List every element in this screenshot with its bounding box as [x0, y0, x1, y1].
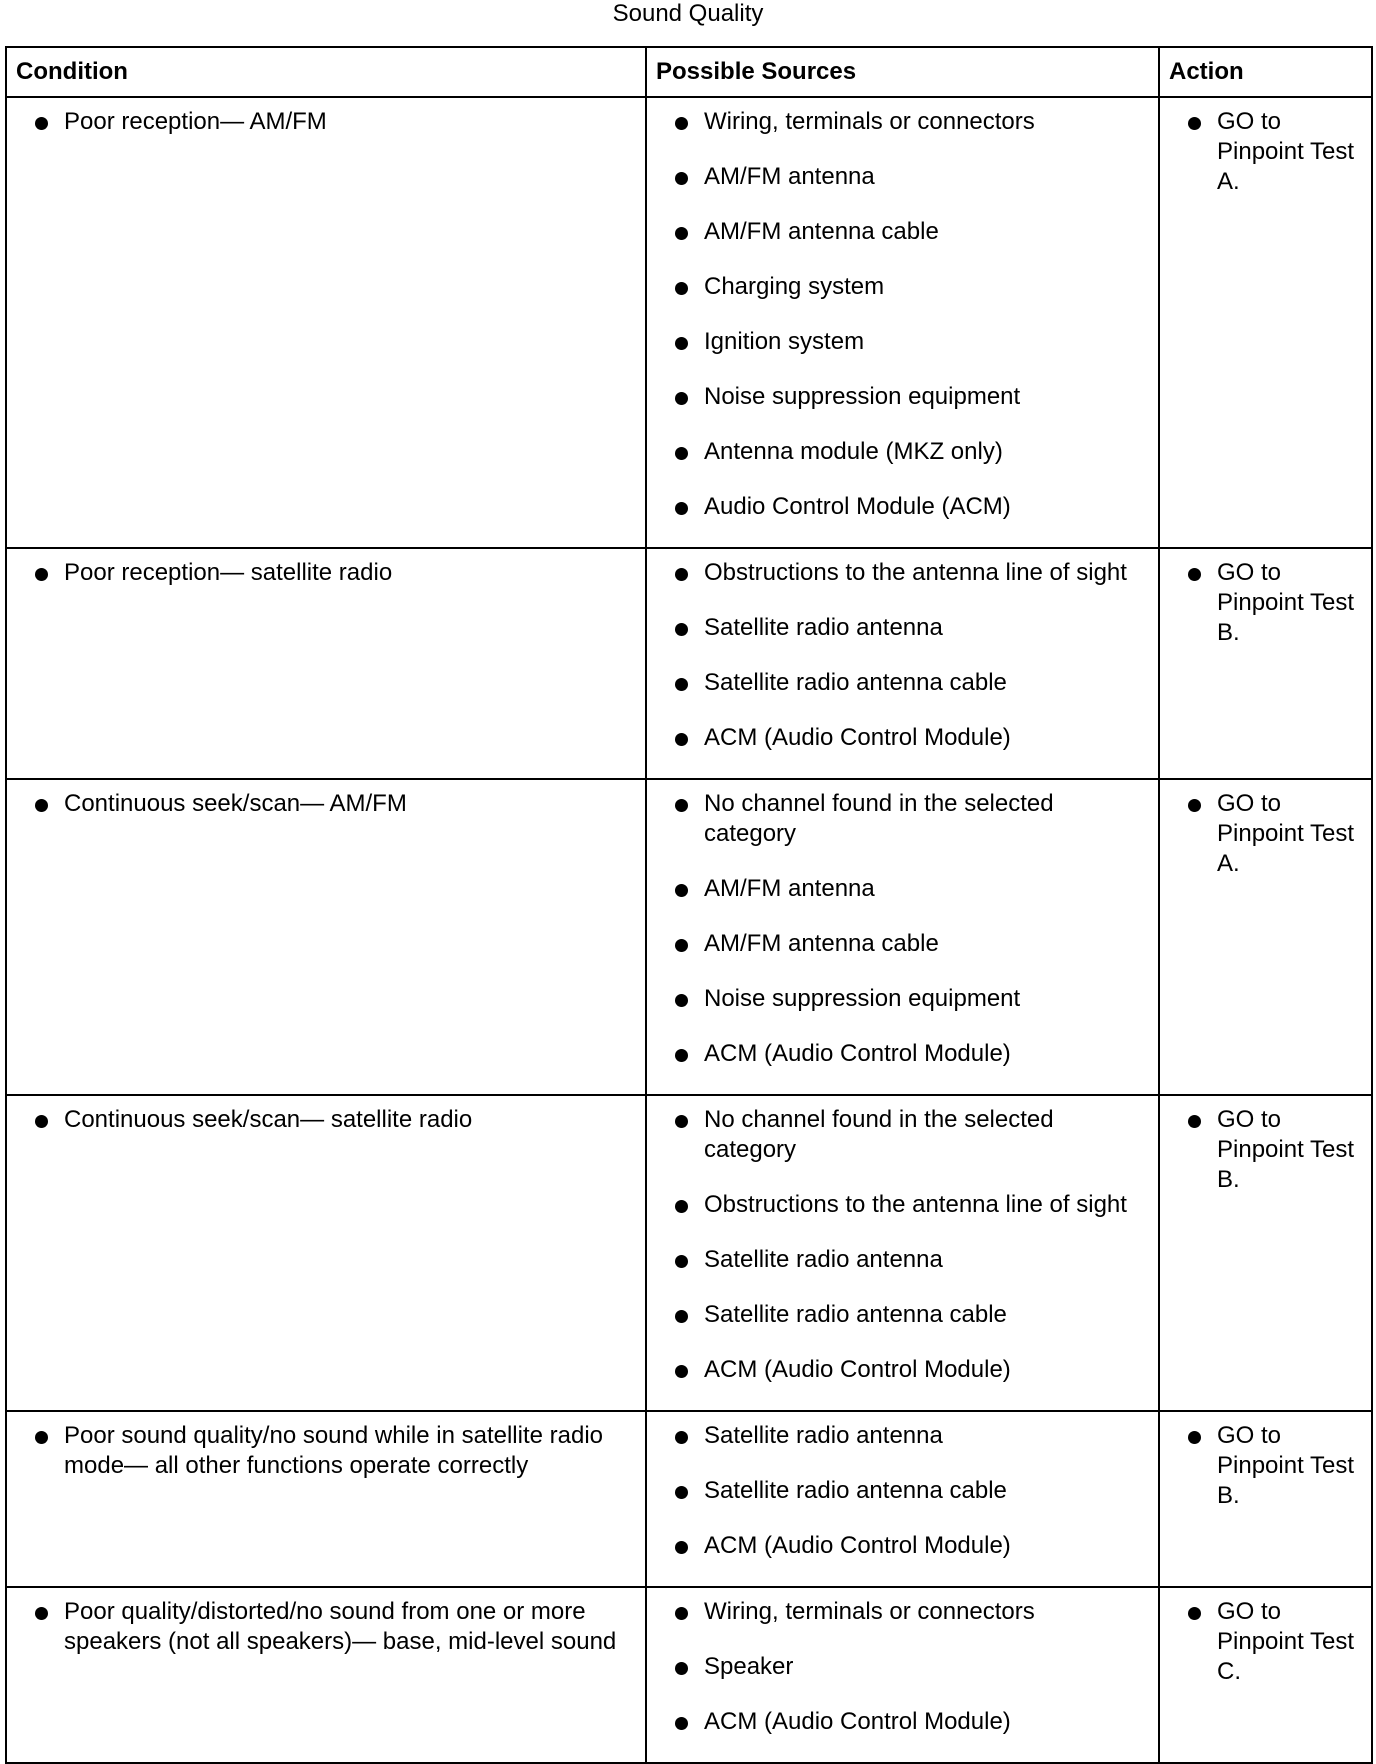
- source-item: Satellite radio antenna cable: [704, 669, 1007, 696]
- condition-text: Continuous seek/scan— AM/FM: [64, 790, 407, 817]
- bullet-icon: [675, 227, 688, 240]
- bullet-icon: [35, 1431, 48, 1444]
- bullet-icon: [35, 1607, 48, 1620]
- bullet-icon: [675, 568, 688, 581]
- condition-cell: [6, 779, 646, 1095]
- bullet-icon: [675, 994, 688, 1007]
- bullet-icon: [35, 117, 48, 130]
- source-item: Satellite radio antenna: [704, 1246, 943, 1273]
- action-cell: [1159, 1095, 1372, 1411]
- action-text: GO to Pinpoint Test A.: [1217, 108, 1354, 195]
- source-item: Wiring, terminals or connectors: [704, 108, 1035, 135]
- header-row: [6, 47, 1372, 97]
- source-item: Speaker: [704, 1653, 794, 1680]
- condition-cell: [6, 1411, 646, 1587]
- header-action: Action: [1159, 47, 1372, 97]
- condition-text: Poor sound quality/no sound while in satellite radio mode— all other functions operate correctly: [64, 1422, 604, 1479]
- bullet-icon: [675, 1255, 688, 1268]
- sources-cell: [646, 97, 1159, 548]
- action-text: GO to Pinpoint Test B.: [1217, 1106, 1354, 1193]
- source-item: ACM (Audio Control Module): [704, 1532, 1011, 1559]
- source-item: ACM (Audio Control Module): [704, 1040, 1011, 1067]
- bullet-icon: [35, 1115, 48, 1128]
- source-item: Satellite radio antenna: [704, 1422, 943, 1449]
- bullet-icon: [35, 568, 48, 581]
- source-item: Obstructions to the antenna line of sight: [704, 559, 1127, 586]
- bullet-icon: [1188, 117, 1201, 130]
- table-row: [6, 548, 1372, 779]
- action-text: GO to Pinpoint Test B.: [1217, 559, 1354, 646]
- action-text: GO to Pinpoint Test C.: [1217, 1598, 1354, 1685]
- source-item: Obstructions to the antenna line of sight: [704, 1191, 1127, 1218]
- sound-quality-table: [5, 46, 1373, 1764]
- table-row: [6, 779, 1372, 1095]
- source-item: Satellite radio antenna cable: [704, 1301, 1007, 1328]
- action-cell: [1159, 1411, 1372, 1587]
- bullet-icon: [675, 447, 688, 460]
- sources-cell: [646, 1411, 1159, 1587]
- source-item: AM/FM antenna: [704, 875, 875, 902]
- bullet-icon: [675, 678, 688, 691]
- source-item: Noise suppression equipment: [704, 985, 1021, 1012]
- bullet-icon: [675, 1310, 688, 1323]
- source-item: Charging system: [704, 273, 885, 300]
- action-cell: [1159, 548, 1372, 779]
- source-item: No channel found in the selected category: [704, 1106, 1054, 1163]
- condition-text: Poor reception— AM/FM: [64, 108, 327, 135]
- table-caption: Sound Quality: [612, 0, 764, 27]
- bullet-icon: [675, 799, 688, 812]
- bullet-icon: [675, 733, 688, 746]
- source-item: ACM (Audio Control Module): [704, 724, 1011, 751]
- bullet-icon: [675, 1115, 688, 1128]
- condition-cell: [6, 97, 646, 548]
- action-cell: [1159, 779, 1372, 1095]
- action-cell: [1159, 1587, 1372, 1763]
- bullet-icon: [675, 1607, 688, 1620]
- bullet-icon: [1188, 799, 1201, 812]
- bullet-icon: [1188, 1431, 1201, 1444]
- source-item: Satellite radio antenna cable: [704, 1477, 1007, 1504]
- source-item: Ignition system: [704, 328, 865, 355]
- action-text: GO to Pinpoint Test A.: [1217, 790, 1354, 877]
- source-item: Wiring, terminals or connectors: [704, 1598, 1035, 1625]
- bullet-icon: [675, 282, 688, 295]
- sources-cell: [646, 548, 1159, 779]
- bullet-icon: [675, 1365, 688, 1378]
- condition-text: Continuous seek/scan— satellite radio: [64, 1106, 473, 1133]
- source-item: AM/FM antenna: [704, 163, 875, 190]
- bullet-icon: [675, 1200, 688, 1213]
- source-item: No channel found in the selected category: [704, 790, 1054, 847]
- bullet-icon: [675, 623, 688, 636]
- bullet-icon: [675, 1431, 688, 1444]
- source-item: Antenna module (MKZ only): [704, 438, 1003, 465]
- bullet-icon: [675, 1049, 688, 1062]
- table-row: [6, 97, 1372, 548]
- bullet-icon: [675, 337, 688, 350]
- source-item: AM/FM antenna cable: [704, 218, 939, 245]
- bullet-icon: [675, 172, 688, 185]
- bullet-icon: [675, 1541, 688, 1554]
- condition-cell: [6, 548, 646, 779]
- bullet-icon: [675, 884, 688, 897]
- table-row: [6, 1095, 1372, 1411]
- table-row: [6, 1411, 1372, 1587]
- bullet-icon: [675, 117, 688, 130]
- bullet-icon: [1188, 1607, 1201, 1620]
- condition-cell: [6, 1095, 646, 1411]
- bullet-icon: [675, 939, 688, 952]
- action-text: GO to Pinpoint Test B.: [1217, 1422, 1354, 1509]
- bullet-icon: [675, 502, 688, 515]
- bullet-icon: [675, 392, 688, 405]
- source-item: Satellite radio antenna: [704, 614, 943, 641]
- source-item: ACM (Audio Control Module): [704, 1356, 1011, 1383]
- table-row: [6, 1587, 1372, 1763]
- bullet-icon: [35, 799, 48, 812]
- header-possible-sources: Possible Sources: [646, 47, 1159, 97]
- sources-cell: [646, 779, 1159, 1095]
- source-item: ACM (Audio Control Module): [704, 1708, 1011, 1735]
- source-item: Noise suppression equipment: [704, 383, 1021, 410]
- source-item: Audio Control Module (ACM): [704, 493, 1011, 520]
- bullet-icon: [675, 1717, 688, 1730]
- bullet-icon: [675, 1662, 688, 1675]
- condition-cell: [6, 1587, 646, 1763]
- bullet-icon: [1188, 568, 1201, 581]
- bullet-icon: [1188, 1115, 1201, 1128]
- action-cell: [1159, 97, 1372, 548]
- bullet-icon: [675, 1486, 688, 1499]
- condition-text: Poor reception— satellite radio: [64, 559, 393, 586]
- sources-cell: [646, 1587, 1159, 1763]
- header-condition: Condition: [6, 47, 646, 97]
- condition-text: Poor quality/distorted/no sound from one or more speakers (not all speakers)— base, mid-level sound: [64, 1598, 617, 1655]
- sources-cell: [646, 1095, 1159, 1411]
- source-item: AM/FM antenna cable: [704, 930, 939, 957]
